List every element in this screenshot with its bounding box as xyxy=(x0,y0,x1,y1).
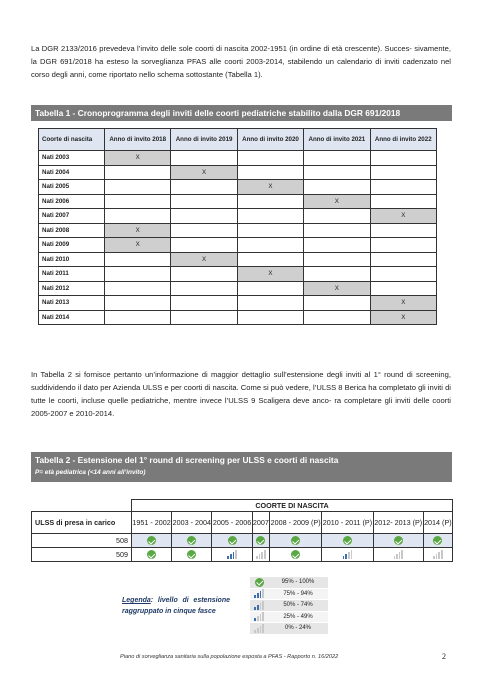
table2-extension-cell xyxy=(212,548,252,562)
table1-empty-cell xyxy=(304,180,370,195)
legend-item xyxy=(250,600,328,612)
table1-cohort-label: Nati 2004 xyxy=(39,165,105,180)
table1-empty-cell xyxy=(304,252,370,267)
table1-invite-mark: X xyxy=(370,296,436,311)
table1-cohort-label: Nati 2012 xyxy=(39,281,105,296)
table1-invite-mark: X xyxy=(171,252,237,267)
table1-empty-cell xyxy=(304,296,370,311)
table2-row-header: ULSS di presa in carico xyxy=(32,512,132,534)
table1-row xyxy=(39,223,437,238)
table1-empty-cell xyxy=(105,281,171,296)
table1-invite-mark: X xyxy=(304,194,370,209)
legend-item-text: 75% - 94% xyxy=(283,590,313,597)
table1-empty-cell xyxy=(171,296,237,311)
legend-item xyxy=(250,589,328,601)
legend-box xyxy=(250,577,328,635)
table1-empty-cell xyxy=(105,267,171,282)
check-circle-icon xyxy=(147,536,156,545)
signal-bars-icon xyxy=(254,612,263,621)
check-circle-icon xyxy=(255,578,264,587)
table1-empty-cell xyxy=(105,165,171,180)
table1-invite-mark: X xyxy=(237,180,303,195)
table1-cohort-label: Nati 2014 xyxy=(39,310,105,325)
table1-cohort-label: Nati 2007 xyxy=(39,209,105,224)
check-circle-icon xyxy=(147,550,156,559)
table2-extension-cell xyxy=(252,548,269,562)
table1-empty-cell xyxy=(370,281,436,296)
table2-col-cohort: 2008 - 2009 (P) xyxy=(270,512,322,534)
table1-empty-cell xyxy=(171,267,237,282)
table1-empty-cell xyxy=(105,209,171,224)
table1-empty-cell xyxy=(105,252,171,267)
table2-extension-cell xyxy=(423,534,452,548)
table1-cohort-label: Nati 2005 xyxy=(39,180,105,195)
table1-empty-cell xyxy=(105,310,171,325)
table2-extension-cell xyxy=(373,534,423,548)
table2-subtitle: P= età pediatrica (<14 anni all’invito) xyxy=(35,469,146,476)
table1-empty-cell xyxy=(171,223,237,238)
table2-title-bar xyxy=(31,452,452,482)
table1-cohort-label: Nati 2010 xyxy=(39,252,105,267)
table1-invite-mark: X xyxy=(237,267,303,282)
table2-extension-cell xyxy=(212,534,252,548)
table1-empty-cell xyxy=(171,151,237,166)
legend-item xyxy=(250,577,328,589)
table1-empty-cell xyxy=(370,238,436,253)
table2-extension-cell xyxy=(252,534,269,548)
check-circle-icon xyxy=(343,536,352,545)
table1-empty-cell xyxy=(171,209,237,224)
table1-empty-cell xyxy=(237,281,303,296)
table1-col-cohort: Coorte di nascita xyxy=(39,129,105,151)
table1-empty-cell xyxy=(105,180,171,195)
check-circle-icon xyxy=(433,536,442,545)
legend-item-text: 0% - 24% xyxy=(284,625,311,632)
check-circle-icon xyxy=(256,536,265,545)
table1-row xyxy=(39,296,437,311)
table2-extension-cell xyxy=(270,548,322,562)
table1-invite-mark: X xyxy=(105,223,171,238)
legend-icon-wrap xyxy=(250,601,268,610)
table1-cohort-label: Nati 2009 xyxy=(39,238,105,253)
table1-empty-cell xyxy=(171,194,237,209)
detail-paragraph: In Tabella 2 si fornisce pertanto un’informazione di maggior dettaglio sull’estensione degli inviti al 1° round di screening, suddividendo il dato per Azienda ULSS e per coorti di nascita. Come si può vedere, l’ULSS 8 Berica ha completato gli inviti di tutte le coorti, incluse quelle pediatriche, mentre invece l’ULSS 9 Scaligera deve anco- ra completare gli inviti delle coorti 2005-2007 e 2010-2014. xyxy=(31,370,451,418)
table1-schedule xyxy=(38,128,437,325)
table2-group-header: COORTE DI NASCITA xyxy=(132,500,453,512)
check-circle-icon xyxy=(187,550,196,559)
table1-col-year: Anno di invito 2020 xyxy=(237,129,303,151)
check-circle-icon xyxy=(187,536,196,545)
check-circle-icon xyxy=(394,536,403,545)
signal-bars-icon xyxy=(256,550,265,559)
legend-title: Legenda xyxy=(122,597,151,604)
table2-extension-cell xyxy=(132,548,172,562)
table1-empty-cell xyxy=(171,180,237,195)
table1-cohort-label: Nati 2008 xyxy=(39,223,105,238)
table2-extension-cell xyxy=(172,548,212,562)
table1-empty-cell xyxy=(370,223,436,238)
legend-icon-wrap xyxy=(250,612,268,621)
table1-empty-cell xyxy=(304,310,370,325)
table1-invite-mark: X xyxy=(105,151,171,166)
table1-empty-cell xyxy=(304,209,370,224)
table2-extension-cell xyxy=(270,534,322,548)
table1-empty-cell xyxy=(304,151,370,166)
signal-bars-icon xyxy=(394,550,403,559)
table1-col-year: Anno di invito 2021 xyxy=(304,129,370,151)
table1-empty-cell xyxy=(304,165,370,180)
table2-extension-cell xyxy=(423,548,452,562)
check-circle-icon xyxy=(291,550,300,559)
table2-col-cohort: 2012- 2013 (P) xyxy=(373,512,423,534)
legend-icon-wrap xyxy=(250,578,268,587)
table1-empty-cell xyxy=(370,252,436,267)
legend-label xyxy=(122,595,230,617)
table1-row xyxy=(39,310,437,325)
table1-row xyxy=(39,151,437,166)
legend-item-text: 50% - 74% xyxy=(283,602,313,609)
table1-empty-cell xyxy=(237,209,303,224)
table1-row xyxy=(39,238,437,253)
table1-empty-cell xyxy=(105,296,171,311)
legend-icon-wrap xyxy=(250,624,268,633)
table2-extension-cell xyxy=(172,534,212,548)
table1-empty-cell xyxy=(304,238,370,253)
table1-empty-cell xyxy=(171,238,237,253)
table1-empty-cell xyxy=(370,151,436,166)
table1-row xyxy=(39,252,437,267)
table1-empty-cell xyxy=(237,165,303,180)
table2-ulss-code: 508 xyxy=(32,534,132,548)
table2-extension-cell xyxy=(322,534,374,548)
table1-row xyxy=(39,281,437,296)
table1-row xyxy=(39,209,437,224)
table1-empty-cell xyxy=(237,223,303,238)
signal-bars-icon xyxy=(254,601,263,610)
table2-ulss-code: 509 xyxy=(32,548,132,562)
table1-row xyxy=(39,267,437,282)
table1-empty-cell xyxy=(237,194,303,209)
table1-col-year: Anno di invito 2018 xyxy=(105,129,171,151)
table2-row xyxy=(32,548,453,562)
table2-col-cohort: 2003 - 2004 xyxy=(172,512,212,534)
table1-empty-cell xyxy=(237,252,303,267)
intro-paragraph: La DGR 2133/2016 prevedeva l’invito delle sole coorti di nascita 2002-1951 (in ordine di età crescente). Succes- sivamente, la DGR 691/2018 ha esteso la sorveglianza PFAS alle coorti 2003-2014, stabilendo un calendario di inviti cadenzato nel corso degli anni, come riportato nello schema sottostante (Tabella 1). xyxy=(31,44,451,79)
table1-title: Tabella 1 - Cronoprogramma degli inviti delle coorti pediatriche stabilito dalla DGR 691/2018 xyxy=(31,105,452,121)
signal-bars-icon xyxy=(254,589,263,598)
table1-cohort-label: Nati 2006 xyxy=(39,194,105,209)
table1-empty-cell xyxy=(105,194,171,209)
table1-empty-cell xyxy=(237,151,303,166)
table2-extension-cell xyxy=(322,548,374,562)
legend-item xyxy=(250,623,328,635)
table2-col-cohort: 1951 - 2002 xyxy=(132,512,172,534)
table1-empty-cell xyxy=(370,165,436,180)
table1-header-row xyxy=(39,129,437,151)
table2-extension-cell xyxy=(373,548,423,562)
table1-empty-cell xyxy=(237,310,303,325)
check-circle-icon xyxy=(291,536,300,545)
page-footer: Piano di sorveglianza sanitaria sulla popolazione esposta a PFAS - Rapporto n. 16/2022 xyxy=(120,654,339,660)
table2-title: Tabella 2 - Estensione del 1° round di screening per ULSS e coorti di nascita xyxy=(35,455,339,465)
table1-empty-cell xyxy=(171,310,237,325)
table1-invite-mark: X xyxy=(171,165,237,180)
table1-col-year: Anno di invito 2019 xyxy=(171,129,237,151)
table1-empty-cell xyxy=(304,223,370,238)
signal-bars-icon xyxy=(433,550,442,559)
table2-col-cohort: 2014 (P) xyxy=(423,512,452,534)
table2-col-cohort: 2005 - 2006 xyxy=(212,512,252,534)
table2-col-cohort: 2010 - 2011 (P) xyxy=(322,512,374,534)
table1-empty-cell xyxy=(171,281,237,296)
table1-row xyxy=(39,180,437,195)
table1-invite-mark: X xyxy=(370,209,436,224)
legend-description: : livello di estensione raggruppato in cinque fasce xyxy=(122,597,230,615)
table1-row xyxy=(39,194,437,209)
table2-extension xyxy=(31,499,453,562)
signal-bars-icon xyxy=(254,624,263,633)
table1-row xyxy=(39,165,437,180)
legend-icon-wrap xyxy=(250,589,268,598)
signal-bars-icon xyxy=(343,550,352,559)
signal-bars-icon xyxy=(227,550,236,559)
table1-invite-mark: X xyxy=(105,238,171,253)
table1-empty-cell xyxy=(370,180,436,195)
table1-col-year: Anno di invito 2022 xyxy=(370,129,436,151)
table1-cohort-label: Nati 2013 xyxy=(39,296,105,311)
check-circle-icon xyxy=(228,536,237,545)
table1-empty-cell xyxy=(370,194,436,209)
page-number: 2 xyxy=(442,652,446,661)
legend-item xyxy=(250,612,328,624)
table1-invite-mark: X xyxy=(370,310,436,325)
legend-item-text: 95% - 100% xyxy=(281,579,315,586)
table1-cohort-label: Nati 2003 xyxy=(39,151,105,166)
legend-item-text: 25% - 49% xyxy=(283,613,313,620)
table2-extension-cell xyxy=(132,534,172,548)
table1-empty-cell xyxy=(237,296,303,311)
table1-empty-cell xyxy=(237,238,303,253)
table1-empty-cell xyxy=(370,267,436,282)
table2-row xyxy=(32,534,453,548)
table1-empty-cell xyxy=(304,267,370,282)
table1-cohort-label: Nati 2011 xyxy=(39,267,105,282)
table2-corner xyxy=(32,500,132,512)
table1-invite-mark: X xyxy=(304,281,370,296)
table2-col-cohort: 2007 xyxy=(252,512,269,534)
